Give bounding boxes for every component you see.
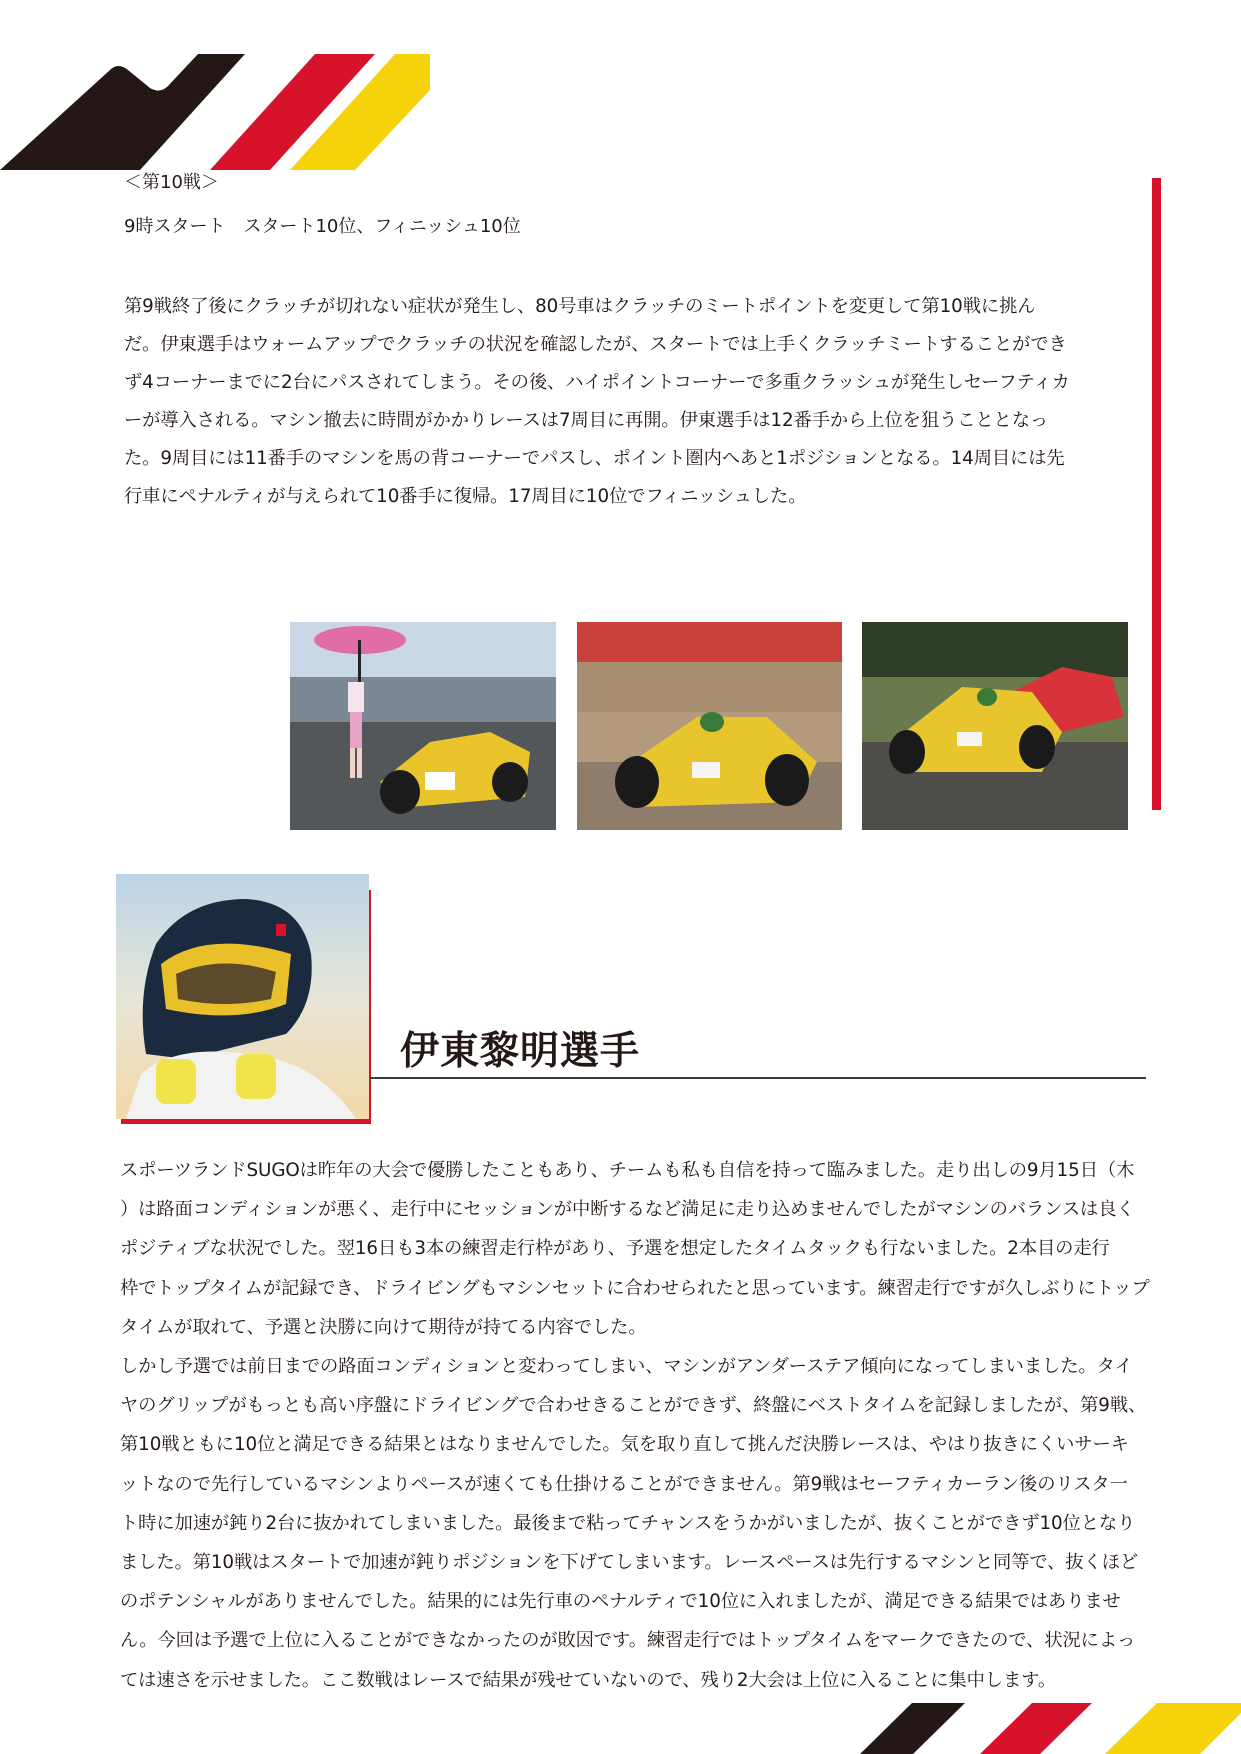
driver-name: 伊東黎明選手 xyxy=(400,1029,641,1074)
name-underline xyxy=(370,1077,1146,1079)
photo-car-track xyxy=(862,622,1128,830)
comment-line: ポジティブな状況でした。翌16日も3本の練習走行枠があり、予選を想定したタイムタックも行ないました。2本目の走行 xyxy=(120,1238,1110,1260)
comment-line: ん。今回は予選で上位に入ることができなかったのが敗因です。練習走行ではトップタイムをマークできたので、状況によっ xyxy=(120,1630,1136,1652)
corner-stripes-top xyxy=(0,50,430,175)
comment-line: スポーツランドSUGOは昨年の大会で優勝したこともあり、チームも私も自信を持って臨みました。走り出しの9月15日（木 xyxy=(120,1160,1135,1181)
comment-line: ）は路面コンディションが悪く、走行中にセッションが中断するなど満足に走り込めませんでしたがマシンのバランスは良く xyxy=(120,1199,1135,1221)
comment-line: ットなので先行しているマシンよりペースが速くても仕掛けることができません。第9戦はセーフティカーラン後のリスタ一 xyxy=(120,1473,1128,1495)
comment-line: ては速さを示せました。ここ数戦はレースで結果が残せていないので、残り2大会は上位に入ることに集中します。 xyxy=(120,1669,1057,1691)
comment-line: ヤのグリップがもっとも高い序盤にドライビングで合わせきることができず、終盤にベストタイムを記録しましたが、第9戦、 xyxy=(120,1395,1147,1417)
race-report-line: た。9周目には11番手のマシンを馬の背コーナーでパスし、ポイント圏内へあと1ポジションとなる。14周目には先 xyxy=(124,448,1065,469)
driver-comment xyxy=(120,1151,1150,1700)
race-report-line: ず4コーナーまでに2台にパスされてしまう。その後、ハイポイントコーナーで多重クラッシュが発生しセーフティカ xyxy=(124,372,1070,393)
race-report-line: 行車にペナルティが与えられて10番手に復帰。17周目に10位でフィニッシュした。 xyxy=(124,486,807,507)
comment-line: 第10戦ともに10位と満足できる結果とはなりませんでした。気を取り直して挑んだ決勝レースは、やはり抜きにくいサーキ xyxy=(120,1434,1129,1456)
photo-grid-car xyxy=(290,622,556,830)
race-report xyxy=(124,288,1124,516)
driver-portrait xyxy=(116,874,369,1119)
comment-line: のポテンシャルがありませんでした。結果的には先行車のペナルティで10位に入れましたが、満足できる結果ではありませ xyxy=(120,1591,1121,1613)
comment-line: しかし予選では前日までの路面コンディションと変わってしまい、マシンがアンダーステア傾向になってしまいました。タイ xyxy=(120,1356,1133,1378)
side-accent-bar xyxy=(1152,178,1161,810)
comment-line: 枠でトップタイムが記録でき、ドライビングもマシンセットに合わせられたと思っています。練習走行ですが久しぶりにトップ xyxy=(120,1277,1150,1299)
race-report-line: だ。伊東選手はウォームアップでクラッチの状況を確認したが、スタートでは上手くクラッチミートすることができ xyxy=(124,334,1067,355)
race-subtitle: 9時スタート スタート10位、フィニッシュ10位 xyxy=(124,216,521,237)
photo-car-front xyxy=(577,622,842,830)
race-title: ＜第10戦＞ xyxy=(124,172,219,193)
race-report-line: 第9戦終了後にクラッチが切れない症状が発生し、80号車はクラッチのミートポイントを変更して第10戦に挑ん xyxy=(124,296,1036,317)
race-report-line: ーが導入される。マシン撤去に時間がかかりレースは7周目に再開。伊東選手は12番手から上位を狙うこととなっ xyxy=(124,410,1049,431)
comment-line: ト時に加速が鈍り2台に抜かれてしまいました。最後まで粘ってチャンスをうかがいましたが、抜くことができず10位となり xyxy=(120,1512,1136,1534)
comment-line: タイムが取れて、予選と決勝に向けて期待が持てる内容でした。 xyxy=(120,1316,647,1338)
comment-line: ました。第10戦はスタートで加速が鈍りポジションを下げてしまいます。レースペースは先行するマシンと同等で、抜くほど xyxy=(120,1552,1139,1574)
corner-stripes-bottom xyxy=(860,1703,1241,1754)
